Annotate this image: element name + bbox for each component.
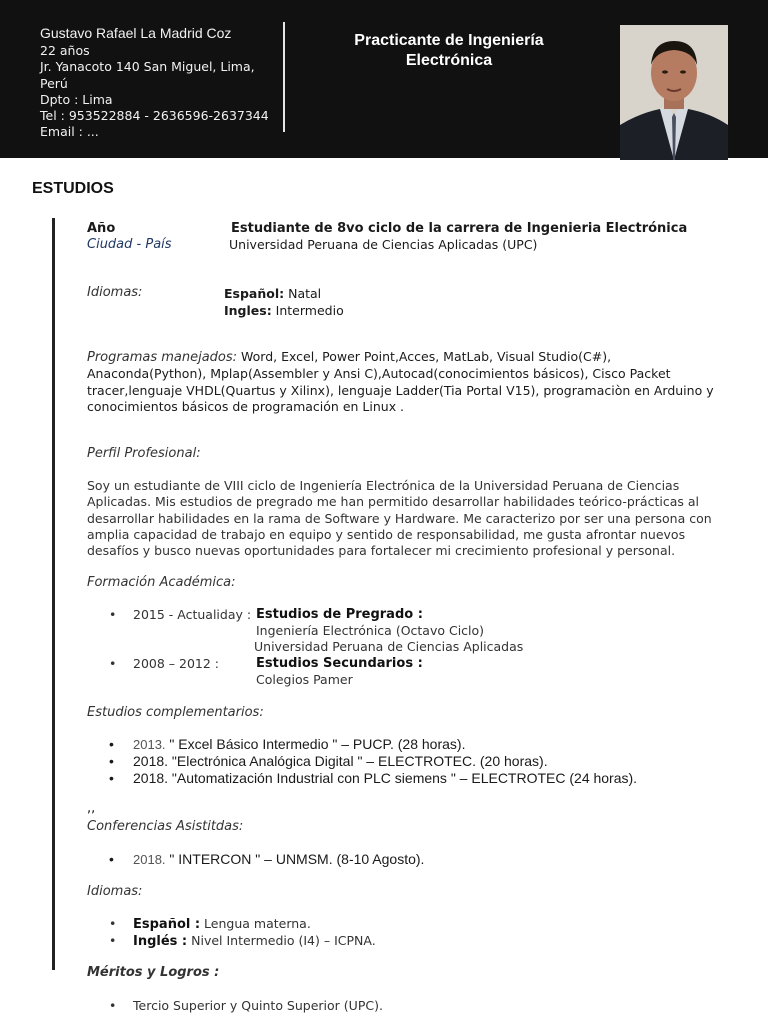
programs-block (87, 349, 727, 415)
profile-label: Perfil Profesional: (87, 446, 201, 461)
formation-label: Formación Académica: (87, 575, 236, 590)
complementary-item: • 2018. "Electrónica Analógica Digital " – ELECTROTEC. (20 horas). (109, 753, 548, 769)
address-text: Jr. Yanacoto 140 San Miguel, Lima, Perú (40, 59, 255, 91)
complementary-item: • 2013. " Excel Básico Intermedio " – PUCP. (28 horas). (109, 736, 466, 752)
merit-item: • Tercio Superior y Quinto Superior (UPC). (109, 998, 383, 1013)
complementary-item: • 2018. "Automatización Industrial con PLC siemens " – ELECTROTEC (24 horas). (109, 770, 638, 786)
language-item: Ingles: Intermedio (224, 303, 344, 318)
candidate-name: Gustavo Rafael La Madrid Coz (40, 25, 232, 41)
merits-list (87, 998, 727, 1013)
section-rule (52, 218, 55, 970)
phone-text: Tel : 953522884 - 2636596-2637344 (40, 108, 269, 124)
formation-list (87, 607, 727, 689)
conference-item: • 2018. " INTERCON " – UNMSM. (8-10 Agosto). (109, 851, 425, 867)
language-item: Español: Natal (224, 286, 322, 301)
languages-list (224, 285, 344, 319)
year-label: Año (87, 221, 116, 236)
email-text: Email : ... (40, 124, 99, 140)
stray-mark: ,, (87, 801, 96, 816)
language2-item: • Español : Lengua materna. (109, 916, 311, 932)
languages-label: Idiomas: (87, 285, 143, 300)
languages2-label: Idiomas: (87, 884, 143, 899)
conferences-list (87, 851, 727, 867)
year-value: Estudiante de 8vo ciclo de la carrera de Ingenieria Electrónica (231, 221, 688, 236)
city-value: Universidad Peruana de Ciencias Aplicadas (UPC) (229, 237, 538, 252)
languages2-list (87, 916, 727, 951)
language2-item: • Inglés : Nivel Intermedio (I4) – ICPNA. (109, 933, 376, 950)
profile-photo (620, 25, 728, 160)
department-text: Dpto : Lima (40, 91, 113, 107)
conferences-label: Conferencias Asistitdas: (87, 819, 244, 834)
complementary-label: Estudios complementarios: (87, 705, 264, 720)
profile-text: Soy un estudiante de VIII ciclo de Ingeniería Electrónica de la Universidad Peruana de Ciencias Aplicadas. Mis estudios de pregrado me han permitido desarrollar habilidades teórico-prácticas al desarrollar habilidades en la rama de Software y Hardware. Me caracterizo por ser una persona con amplia capacidad de trabajo en equipo y sentido de responsabilidad, me gusta afrontar nuevos desafíos y busco nuevas oportunidades para fortalecer mi crecimiento profesional y personal. (87, 478, 712, 559)
formation-item: • 2015 - Actualiday : Estudios de Pregrado : Ingeniería Electrónica (Octavo Ciclo) Universidad Peruana de Ciencias Aplicadas (109, 607, 524, 654)
formation-item: • 2008 – 2012 : Estudios Secundarios : Colegios Pamer (109, 656, 423, 687)
city-label: Ciudad - País (87, 237, 172, 252)
programs-label: Programas manejados: (87, 350, 238, 365)
contact-info (40, 43, 276, 140)
complementary-list (87, 736, 727, 787)
age-text: 22 años (40, 43, 90, 58)
section-title: ESTUDIOS (32, 180, 114, 197)
header-divider (283, 22, 285, 132)
merits-label: Méritos y Logros : (87, 965, 220, 980)
job-title: Practicante de Ingeniería Electrónica (354, 32, 544, 69)
programs-text: Word, Excel, Power Point,Acces, MatLab, Visual Studio(C#), Anaconda(Python), Mplap(Assembler y Ansi C),Autocad(conocimientos básicos), Cisco Packet tracer,lenguaje VHDL(Quartus y Xilinx), lenguaje Ladder(Tia Portal V15), programaciòn en Arduino y conocimientos básicos de programación en Linux . (87, 349, 714, 414)
header-band (0, 0, 768, 158)
